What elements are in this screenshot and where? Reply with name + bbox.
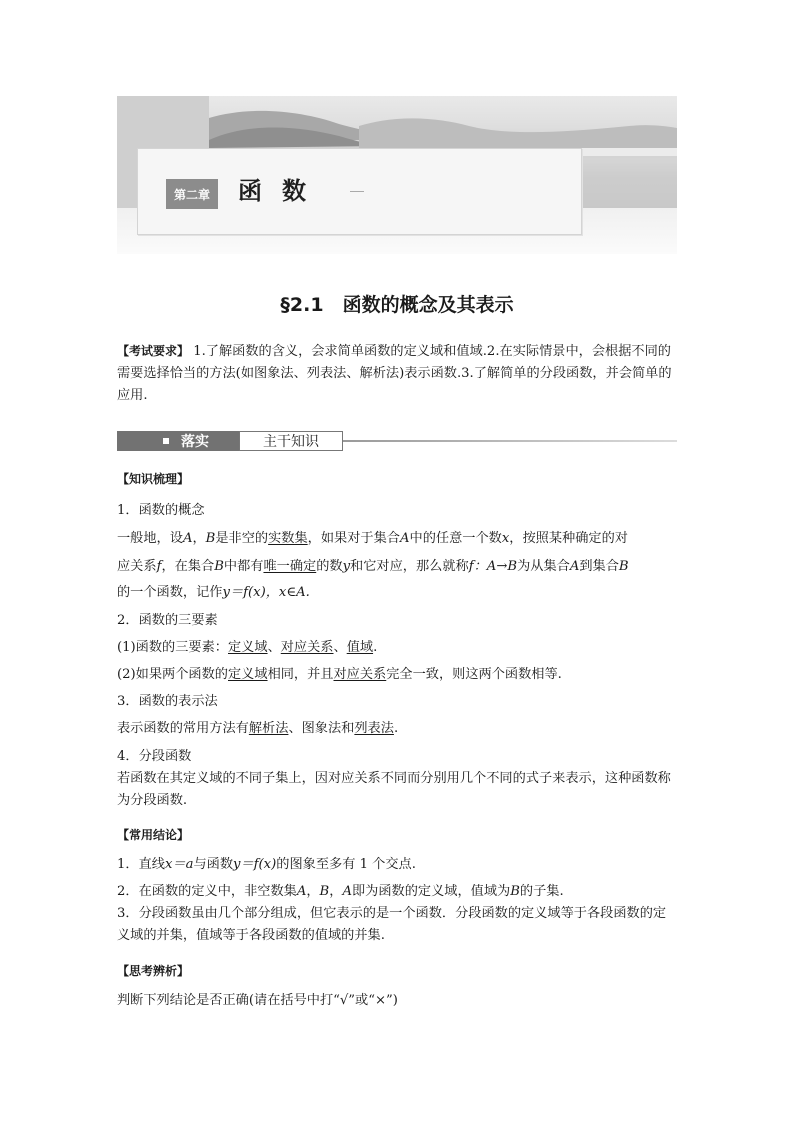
knowledge-heading: 【知识梳理】	[117, 472, 190, 486]
section-bar-dark	[117, 431, 239, 451]
formula: y＝f(x)	[233, 857, 277, 872]
text: .	[373, 640, 378, 655]
square-bullet-icon	[163, 438, 169, 444]
var: A	[399, 531, 410, 546]
text: 即为函数的定义域，值域为	[351, 884, 511, 899]
blank-answer: 列表法	[354, 721, 394, 736]
var: A	[296, 884, 307, 899]
text: (2)如果两个函数的	[117, 667, 228, 682]
conclusion-2	[117, 880, 682, 899]
text: 、图象法和	[288, 721, 355, 736]
text: (1)函数的三要素：	[117, 640, 228, 655]
var: B	[618, 559, 629, 574]
text: 和它对应，那么就称	[350, 559, 469, 574]
text: 相同，并且	[267, 667, 334, 682]
thinking-heading: 【思考辨析】	[117, 964, 190, 978]
text: 应关系	[117, 559, 157, 574]
knowledge-item2-2	[117, 663, 682, 682]
var: A	[342, 884, 352, 899]
blank-answer: 对应关系	[280, 640, 334, 655]
chapter-title: 函数	[238, 177, 326, 205]
text: 1．直线	[117, 857, 165, 872]
text: 的子集.	[519, 884, 564, 899]
knowledge-item1-line3	[117, 581, 682, 600]
text: 完全一致，则这两个函数相等.	[386, 667, 562, 682]
conclusion-1	[117, 853, 682, 872]
exam-requirements-label: 【考试要求】	[117, 344, 190, 358]
text: 为从集合	[517, 559, 570, 574]
exam-requirements	[117, 340, 677, 407]
section-bar-line	[343, 440, 677, 442]
section-bar	[117, 431, 677, 451]
chapter-card	[137, 148, 582, 235]
conclusion-3: 3．分段函数虽由几个部分组成，但它表示的是一个函数．分段函数的定义域等于各段函数的定义域的并集，值域等于各段函数的值域的并集.	[117, 906, 667, 943]
blank-answer: 实数集	[268, 531, 308, 546]
blank-answer: 定义域	[228, 667, 268, 682]
knowledge-item3-text	[117, 717, 682, 736]
section-bar-light-label: 主干知识	[239, 431, 343, 451]
knowledge-item2-title: 2．函数的三要素	[117, 613, 218, 628]
chapter-divider	[350, 191, 364, 192]
var: A	[182, 531, 193, 546]
var: B	[510, 884, 520, 899]
text: 的数	[316, 559, 343, 574]
text: 、	[333, 640, 347, 655]
text: 表示函数的常用方法有	[117, 721, 249, 736]
text: 的图象至多有 1 个交点.	[276, 857, 416, 872]
text: 2．在函数的定义中，非空数集	[117, 884, 297, 899]
knowledge-item2-1	[117, 636, 682, 655]
exam-requirements-text: 1.了解函数的含义，会求简单函数的定义域和值域.2.在实际情景中，会根据不同的需要选择恰当的方法(如图象法、列表法、解析法)表示函数.3.了解简单的分段函数，并会简单的应用.	[117, 344, 672, 403]
formula: y＝f(x)，x∈A.	[222, 585, 310, 600]
knowledge-item1-line2	[117, 555, 682, 574]
section-bar-dark-label: 落实	[181, 434, 209, 450]
text: ，	[329, 884, 343, 899]
chapter-tag: 第二章	[166, 179, 218, 209]
text: 一般地，设	[117, 531, 183, 546]
text: 到集合	[579, 559, 619, 574]
text: ，	[306, 884, 320, 899]
text: ，按照某种确定的对	[509, 531, 628, 546]
thinking-text: 判断下列结论是否正确(请在括号中打“√”或“×”)	[117, 993, 398, 1008]
text: .	[393, 721, 399, 736]
formula: x＝a	[164, 857, 194, 872]
section-title: §2.1 函数的概念及其表示	[280, 294, 514, 316]
blank-answer: 值域	[346, 640, 374, 655]
var: B	[214, 559, 224, 574]
var: y	[342, 559, 351, 574]
var: B	[205, 531, 216, 546]
text: 的一个函数，记作	[117, 585, 223, 600]
knowledge-item3-title: 3．函数的表示法	[117, 694, 218, 709]
var: f	[156, 559, 162, 574]
text: 与函数	[193, 857, 234, 872]
var: x	[501, 531, 510, 546]
chapter-banner	[117, 96, 677, 254]
knowledge-item1-title: 1．函数的概念	[117, 503, 205, 518]
text: 是非空的	[215, 531, 269, 546]
text: 中的任意一个数	[409, 531, 502, 546]
blank-answer: 唯一确定	[263, 559, 317, 574]
blank-answer: 定义域	[228, 640, 268, 655]
blank-answer: 对应关系	[333, 667, 387, 682]
conclusions-heading: 【常用结论】	[117, 828, 190, 842]
knowledge-item4-text: 若函数在其定义域的不同子集上，因对应关系不同而分别用几个不同的式子来表示，这种函数称为分段函数.	[117, 771, 671, 808]
knowledge-item4-title: 4．分段函数	[117, 749, 192, 764]
blank-answer: 解析法	[248, 721, 289, 736]
text: ，如果对于集合	[307, 531, 400, 546]
var: B	[319, 884, 330, 899]
knowledge-item1-line1	[117, 527, 682, 546]
text: 、	[267, 640, 281, 655]
text: 中都有	[223, 559, 264, 574]
mapping: f：A→B	[468, 559, 518, 574]
text: ，	[192, 531, 206, 546]
text: ，在集合	[161, 559, 215, 574]
var: A	[569, 559, 580, 574]
